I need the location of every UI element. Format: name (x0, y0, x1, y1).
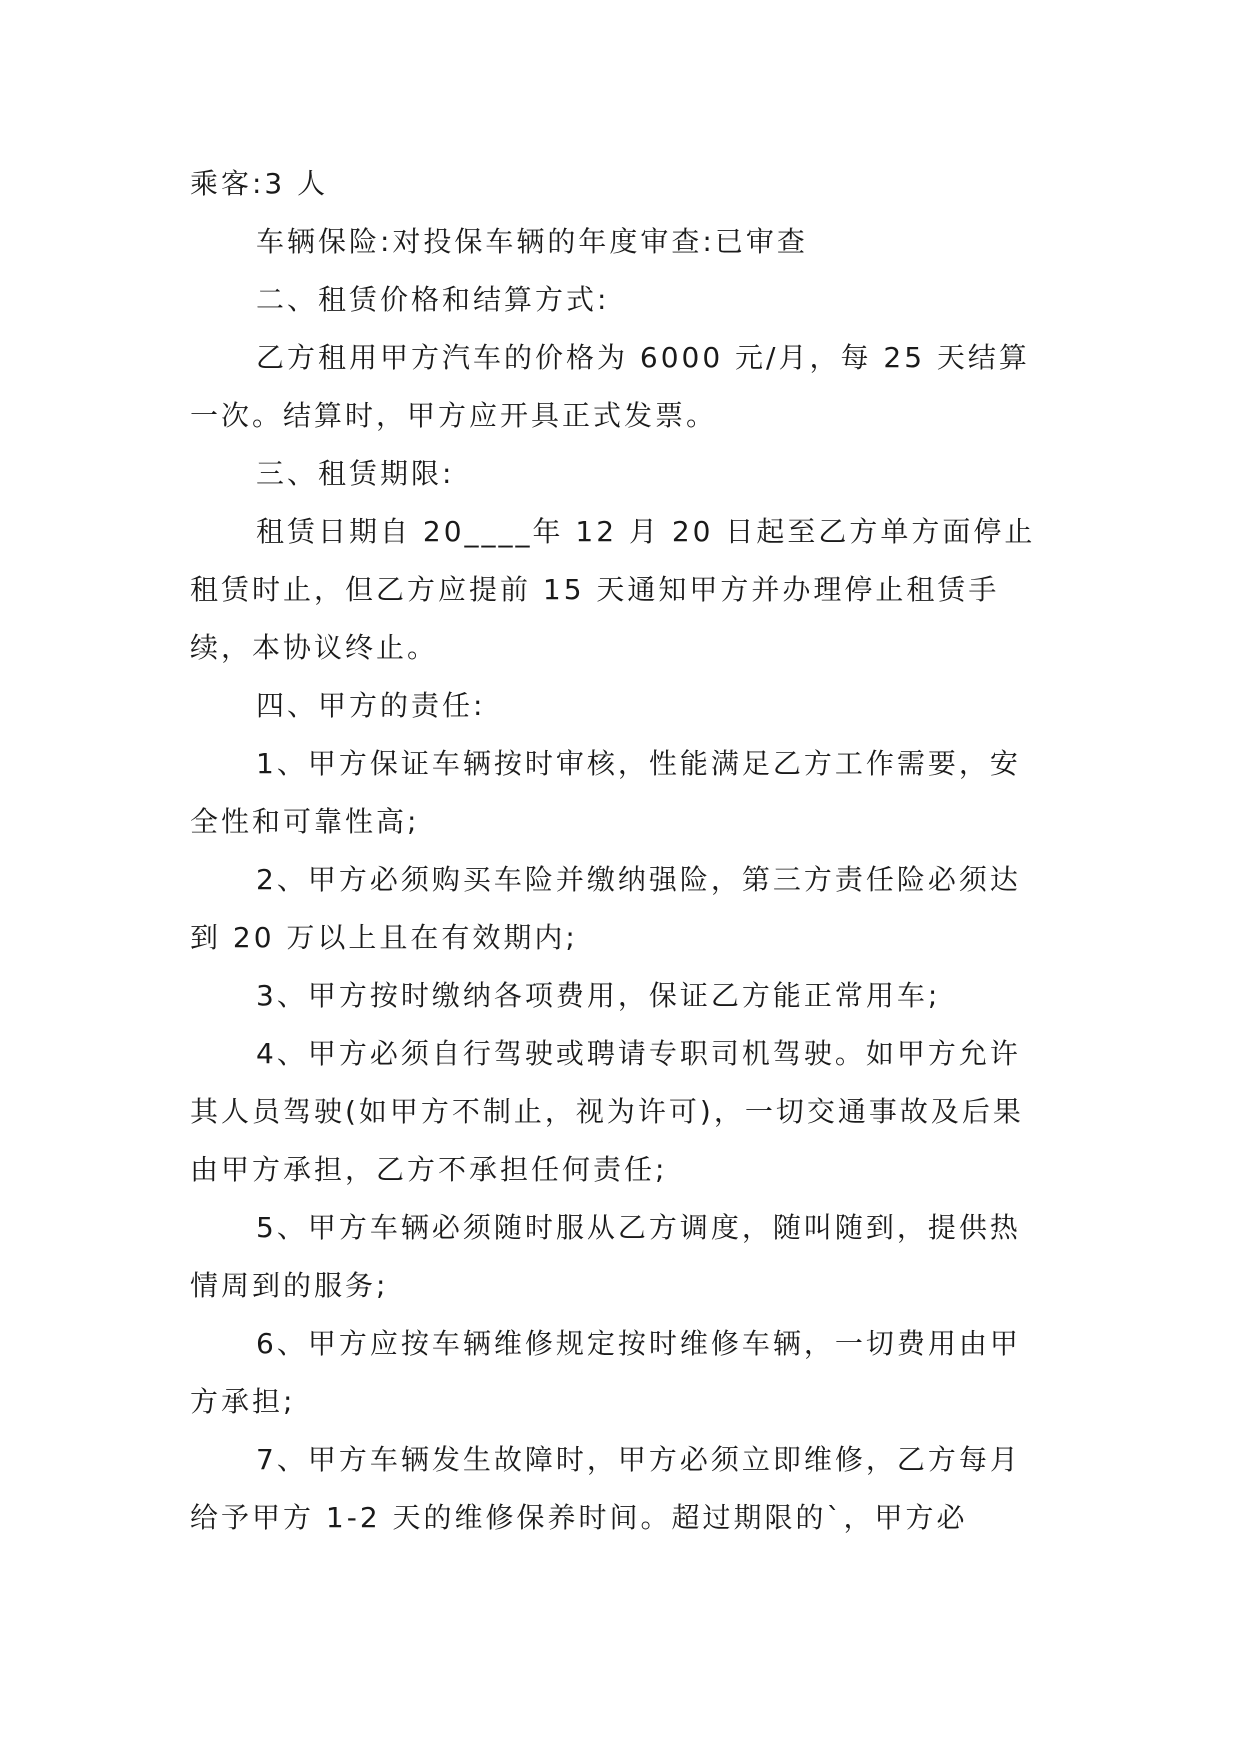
insurance-line: 车辆保险:对投保车辆的年度审查:已审查 (256, 225, 808, 258)
clause-4: 4、甲方必须自行驾驶或聘请专职司机驾驶。如甲方允许其人员驾驶(如甲方不制止，视为许可)，一切交通事故及后果由甲方承担，乙方不承担任何责任; (190, 1037, 1024, 1186)
clause-2: 2、甲方必须购买车险并缴纳强险，第三方责任险必须达到 20 万以上且在有效期内; (190, 863, 1021, 954)
clause-5: 5、甲方车辆必须随时服从乙方调度，随叫随到，提供热情周到的服务; (190, 1211, 1021, 1302)
passenger-line: 乘客:3 人 (190, 167, 329, 200)
clause-7: 7、甲方车辆发生故障时，甲方必须立即维修，乙方每月给予甲方 1-2 天的维修保养时间。超过期限的`，甲方必 (190, 1443, 1021, 1534)
section-heading-term: 三、租赁期限: (256, 457, 455, 490)
section-heading-price: 二、租赁价格和结算方式: (256, 283, 610, 316)
clause-6: 6、甲方应按车辆维修规定按时维修车辆，一切费用由甲方承担; (190, 1327, 1021, 1418)
term-paragraph: 租赁日期自 20____年 12 月 20 日起至乙方单方面停止租赁时止，但乙方应提前 15 天通知甲方并办理停止租赁手续，本协议终止。 (190, 515, 1036, 664)
clause-1: 1、甲方保证车辆按时审核，性能满足乙方工作需要，安全性和可靠性高; (190, 747, 1021, 838)
price-paragraph: 乙方租用甲方汽车的价格为 6000 元/月，每 25 天结算一次。结算时，甲方应开具正式发票。 (190, 341, 1030, 432)
section-heading-party-a: 四、甲方的责任: (256, 689, 486, 722)
clause-3: 3、甲方按时缴纳各项费用，保证乙方能正常用车; (256, 979, 941, 1012)
